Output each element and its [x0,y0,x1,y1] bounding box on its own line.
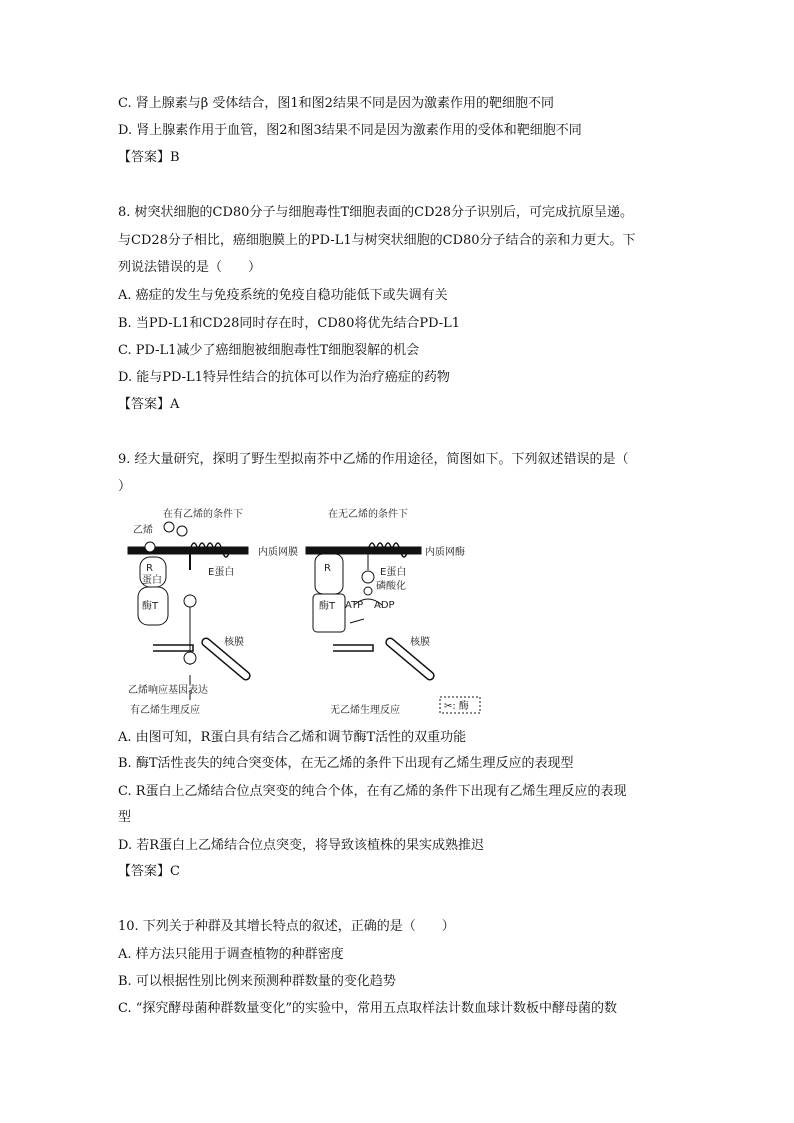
q8-answer: 【答案】A [118,397,180,412]
svg-text:有乙烯生理反应: 有乙烯生理反应 [130,705,200,716]
q9-option-d: D. 若R蛋白上乙烯结合位点突变，将导致该植株的果实成熟推迟 [118,838,485,853]
q9-option-b: B. 酶T活性丧失的纯合突变体，在无乙烯的条件下出现有乙烯生理反应的表现型 [118,756,574,771]
svg-text:内质网酶: 内质网酶 [425,547,465,558]
svg-text:酶T: 酶T [319,601,336,612]
q10-stem: 10. 下列关于种群及其增长特点的叙述，正确的是（ ） [118,919,455,934]
svg-text:在有乙烯的条件下: 在有乙烯的条件下 [163,509,243,520]
q7-option-c: C. 肾上腺素与β 受体结合，图1和图2结果不同是因为激素作用的靶细胞不同 [118,96,554,111]
svg-text:磷酸化: 磷酸化 [376,581,406,592]
q10-option-b: B. 可以根据性别比例来预测种群数量的变化趋势 [118,974,396,989]
q8-option-d: D. 能与PD-L1特异性结合的抗体可以作为治疗癌症的药物 [118,370,450,385]
q10-option-c: C. “探究酵母菌种群数量变化”的实验中，常用五点取样法计数血球计数板中酵母菌的数 [118,1001,618,1016]
svg-text:乙烯: 乙烯 [133,525,153,536]
svg-text:R: R [324,563,331,574]
svg-text:E蛋白: E蛋白 [208,567,235,578]
q8-option-b: B. 当PD-L1和CD28同时存在时，CD80将优先结合PD-L1 [118,316,461,331]
svg-text:✂: 酶: ✂: 酶 [444,701,469,712]
svg-text:核膜: 核膜 [224,637,244,648]
svg-text:蛋白: 蛋白 [142,575,162,586]
q9-stem: ） [118,479,132,494]
q9-option-c: C. R蛋白上乙烯结合位点突变的纯合个体，在有乙烯的条件下出现有乙烯生理反应的表现 [118,784,627,799]
svg-text:乙烯响应基因表达: 乙烯响应基因表达 [128,685,208,696]
q8-option-a: A. 癌症的发生与免疫系统的免疫自稳功能低下或失调有关 [118,288,448,303]
svg-text:ADP: ADP [374,600,395,611]
ethylene-pathway-diagram [118,505,488,720]
q7-option-d: D. 肾上腺素作用于血管，图2和图3结果不同是因为激素作用的受体和靶细胞不同 [118,123,582,138]
svg-text:无乙烯生理反应: 无乙烯生理反应 [330,705,400,716]
svg-text:内质网膜: 内质网膜 [258,547,298,558]
q9-stem: 9. 经大量研究，探明了野生型拟南芥中乙烯的作用途径，简图如下。下列叙述错误的是（ [118,452,629,467]
svg-text:R: R [146,563,153,574]
svg-text:核膜: 核膜 [410,637,430,648]
svg-text:E蛋白: E蛋白 [380,567,407,578]
q8-option-c: C. PD-L1减少了癌细胞被细胞毒性T细胞裂解的机会 [118,343,420,358]
svg-text:在无乙烯的条件下: 在无乙烯的条件下 [328,509,408,520]
q9-option-a: A. 由图可知，R蛋白具有结合乙烯和调节酶T活性的双重功能 [118,730,467,745]
q10-option-a: A. 样方法只能用于调查植物的种群密度 [118,947,344,962]
q8-stem: 8. 树突状细胞的CD80分子与细胞毒性T细胞表面的CD28分子识别后，可完成抗原呈递。 [118,205,634,220]
q8-stem: 与CD28分子相比，癌细胞膜上的PD-L1与树突状细胞的CD80分子结合的亲和力更大。下 [118,233,636,248]
q8-stem: 列说法错误的是（ ） [118,260,262,275]
svg-text:酶T: 酶T [142,601,159,612]
q9-option-c-cont: 型 [118,810,132,825]
svg-text:ATP: ATP [345,600,364,611]
q7-answer: 【答案】B [118,150,180,165]
q9-answer: 【答案】C [118,864,180,879]
